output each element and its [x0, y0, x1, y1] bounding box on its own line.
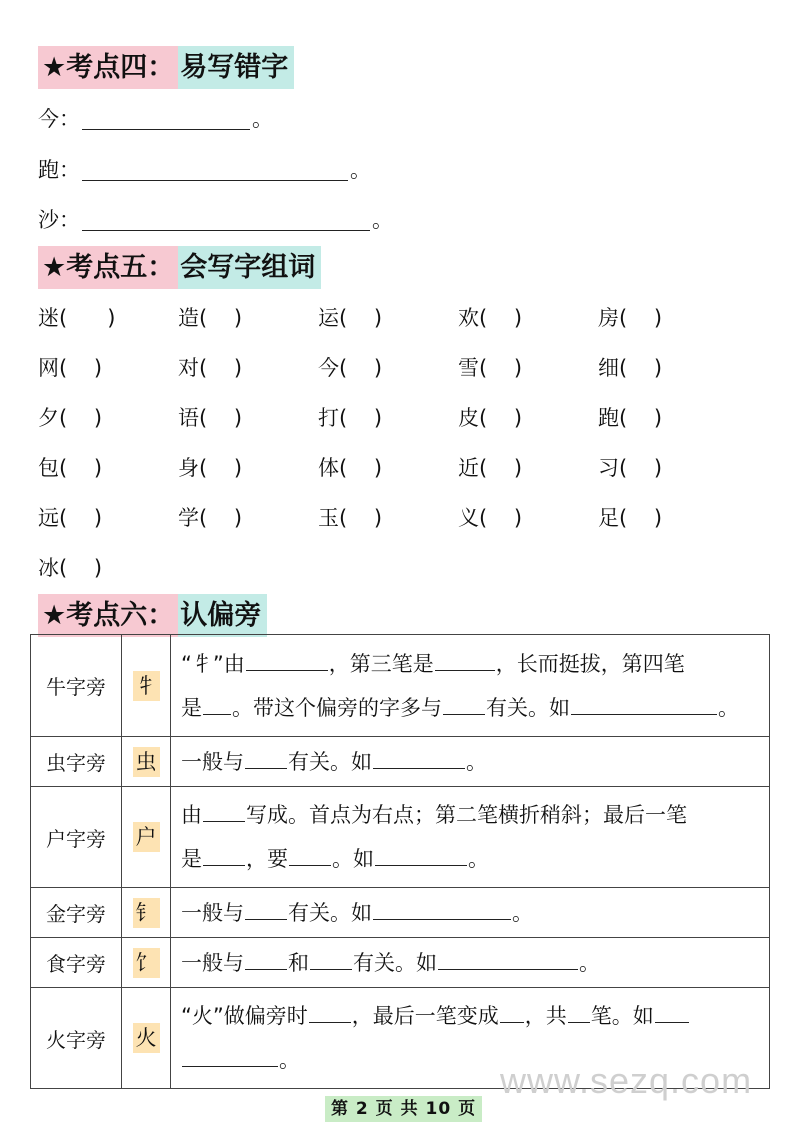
desc-text: 笔。如 — [590, 1004, 654, 1028]
answer-blank[interactable] — [443, 694, 485, 715]
section-6-star-label: ★考点六： — [38, 594, 178, 637]
word-item[interactable]: 近( ) — [458, 456, 523, 480]
word-item[interactable]: 义( ) — [458, 506, 523, 530]
page-number: 第 2 页 共 10 页 — [325, 1096, 482, 1122]
fill-item-char: 今： — [38, 107, 80, 131]
answer-blank[interactable] — [245, 899, 287, 920]
answer-blank[interactable] — [203, 801, 245, 822]
section-5-star-label: ★考点五： — [38, 246, 178, 289]
answer-blank[interactable] — [571, 694, 717, 715]
desc-text: 有关。如 — [353, 950, 437, 975]
word-item[interactable]: 网( ) — [38, 356, 103, 380]
answer-blank[interactable] — [289, 845, 331, 866]
fill-item-char: 跑： — [38, 158, 80, 182]
desc-text: ，共 — [524, 1004, 567, 1028]
answer-blank[interactable] — [438, 949, 578, 970]
radical-symbol: 牜 — [133, 671, 160, 701]
answer-blank[interactable] — [82, 158, 348, 181]
answer-blank[interactable] — [182, 1046, 278, 1067]
word-item[interactable]: 造( ) — [178, 306, 243, 330]
desc-text: 是 — [181, 847, 202, 871]
radical-symbol: 钅 — [133, 898, 160, 928]
word-item[interactable]: 足( ) — [598, 506, 663, 530]
radical-description — [171, 737, 770, 787]
word-item[interactable]: 语( ) — [178, 406, 243, 430]
word-item[interactable]: 包( ) — [38, 456, 103, 480]
desc-text: 。 — [468, 847, 489, 871]
answer-blank[interactable] — [245, 949, 287, 970]
fill-item-end: 。 — [252, 107, 273, 131]
desc-text: 一般与 — [181, 900, 244, 925]
desc-text: 写成。首点为右点；第二笔横折稍斜；最后一笔 — [246, 803, 687, 827]
desc-text: 。 — [718, 695, 739, 720]
desc-text: 有关。如 — [288, 900, 372, 925]
answer-blank[interactable] — [375, 845, 467, 866]
section-6-title: 认偏旁 — [178, 594, 267, 637]
desc-text: 一般与 — [181, 950, 244, 975]
section-4-star-label: ★考点四： — [38, 46, 178, 89]
answer-blank[interactable] — [435, 650, 495, 671]
desc-text: ，第三笔是 — [328, 651, 434, 676]
answer-blank[interactable] — [203, 694, 231, 715]
desc-text: 。 — [466, 749, 487, 774]
desc-text: 有关。如 — [486, 695, 570, 720]
answer-blank[interactable] — [655, 1002, 689, 1023]
answer-blank[interactable] — [203, 845, 245, 866]
desc-text: 。 — [579, 950, 600, 975]
radical-symbol-cell — [122, 988, 171, 1089]
radical-symbol-cell — [122, 787, 171, 888]
radical-name: 户字旁 — [31, 787, 122, 888]
desc-text: ，长而挺拔，第四笔 — [495, 651, 685, 676]
word-item[interactable]: 今( ) — [318, 356, 383, 380]
word-item[interactable]: 学( ) — [178, 506, 243, 530]
radical-table — [30, 634, 770, 1089]
word-item[interactable]: 体( ) — [318, 456, 383, 480]
radical-description — [171, 888, 770, 938]
table-row — [31, 787, 770, 888]
watermark: www.sezq.com — [500, 1060, 753, 1101]
fill-item-pao — [38, 155, 371, 185]
radical-name: 火字旁 — [31, 988, 122, 1089]
desc-text: 一般与 — [181, 749, 244, 774]
radical-name: 食字旁 — [31, 938, 122, 988]
desc-text: ，最后一笔变成 — [351, 1004, 499, 1028]
word-item[interactable]: 远( ) — [38, 506, 103, 530]
word-item[interactable]: 迷( ) — [38, 306, 116, 330]
answer-blank[interactable] — [373, 899, 511, 920]
radical-description — [171, 787, 770, 888]
radical-symbol-cell — [122, 737, 171, 787]
desc-text: 有关。如 — [288, 749, 372, 774]
fill-item-end: 。 — [350, 158, 371, 182]
word-item[interactable]: 欢( ) — [458, 306, 523, 330]
section-4-title: 易写错字 — [178, 46, 294, 89]
word-item[interactable]: 运( ) — [318, 306, 383, 330]
word-item[interactable]: 跑( ) — [598, 406, 663, 430]
table-row — [31, 888, 770, 938]
radical-symbol-cell — [122, 938, 171, 988]
word-item[interactable]: 细( ) — [598, 356, 663, 380]
answer-blank[interactable] — [373, 748, 465, 769]
desc-text: 由 — [181, 803, 202, 827]
answer-blank[interactable] — [309, 1002, 351, 1023]
word-item[interactable]: 打( ) — [318, 406, 383, 430]
fill-item-end: 。 — [372, 208, 393, 232]
section-4-heading — [38, 46, 294, 89]
radical-name: 牛字旁 — [31, 635, 122, 737]
radical-name: 金字旁 — [31, 888, 122, 938]
desc-text: 。 — [512, 900, 533, 925]
word-item[interactable]: 对( ) — [178, 356, 243, 380]
desc-text: 。 — [279, 1048, 300, 1072]
word-item[interactable]: 玉( ) — [318, 506, 383, 530]
fill-item-char: 沙： — [38, 208, 80, 232]
word-item[interactable]: 皮( ) — [458, 406, 523, 430]
word-item[interactable]: 冰( ) — [38, 556, 103, 580]
radical-symbol: 虫 — [133, 747, 160, 777]
answer-blank[interactable] — [310, 949, 352, 970]
answer-blank[interactable] — [82, 107, 250, 130]
radical-symbol-cell — [122, 888, 171, 938]
answer-blank[interactable] — [568, 1002, 590, 1023]
word-item[interactable]: 夕( ) — [38, 406, 103, 430]
desc-text: “火”做偏旁时 — [181, 1004, 308, 1028]
desc-text: “牜”由 — [181, 651, 245, 676]
section-5-title: 会写字组词 — [178, 246, 321, 289]
desc-text: 。带这个偏旁的字多与 — [232, 695, 442, 720]
word-item[interactable]: 身( ) — [178, 456, 243, 480]
word-item[interactable]: 习( ) — [598, 456, 663, 480]
answer-blank[interactable] — [246, 650, 328, 671]
fill-item-sha — [38, 205, 393, 235]
word-item[interactable]: 房( ) — [598, 306, 663, 330]
answer-blank[interactable] — [82, 208, 370, 231]
radical-symbol: 户 — [133, 822, 160, 852]
word-item[interactable]: 雪( ) — [458, 356, 523, 380]
section-5-heading — [38, 246, 321, 289]
desc-text: ，要 — [246, 847, 288, 871]
desc-text: 和 — [288, 950, 309, 975]
radical-symbol-cell — [122, 635, 171, 737]
fill-item-jin — [38, 104, 273, 134]
table-row — [31, 737, 770, 787]
answer-blank[interactable] — [245, 748, 287, 769]
table-row — [31, 635, 770, 737]
radical-symbol: 饣 — [133, 948, 160, 978]
radical-name: 虫字旁 — [31, 737, 122, 787]
desc-text: 是 — [181, 695, 202, 720]
section-6-heading — [38, 594, 267, 637]
radical-description — [171, 635, 770, 737]
radical-description — [171, 938, 770, 988]
desc-text: 。如 — [332, 847, 374, 871]
radical-symbol: 火 — [133, 1023, 160, 1053]
answer-blank[interactable] — [500, 1002, 524, 1023]
table-row — [31, 938, 770, 988]
